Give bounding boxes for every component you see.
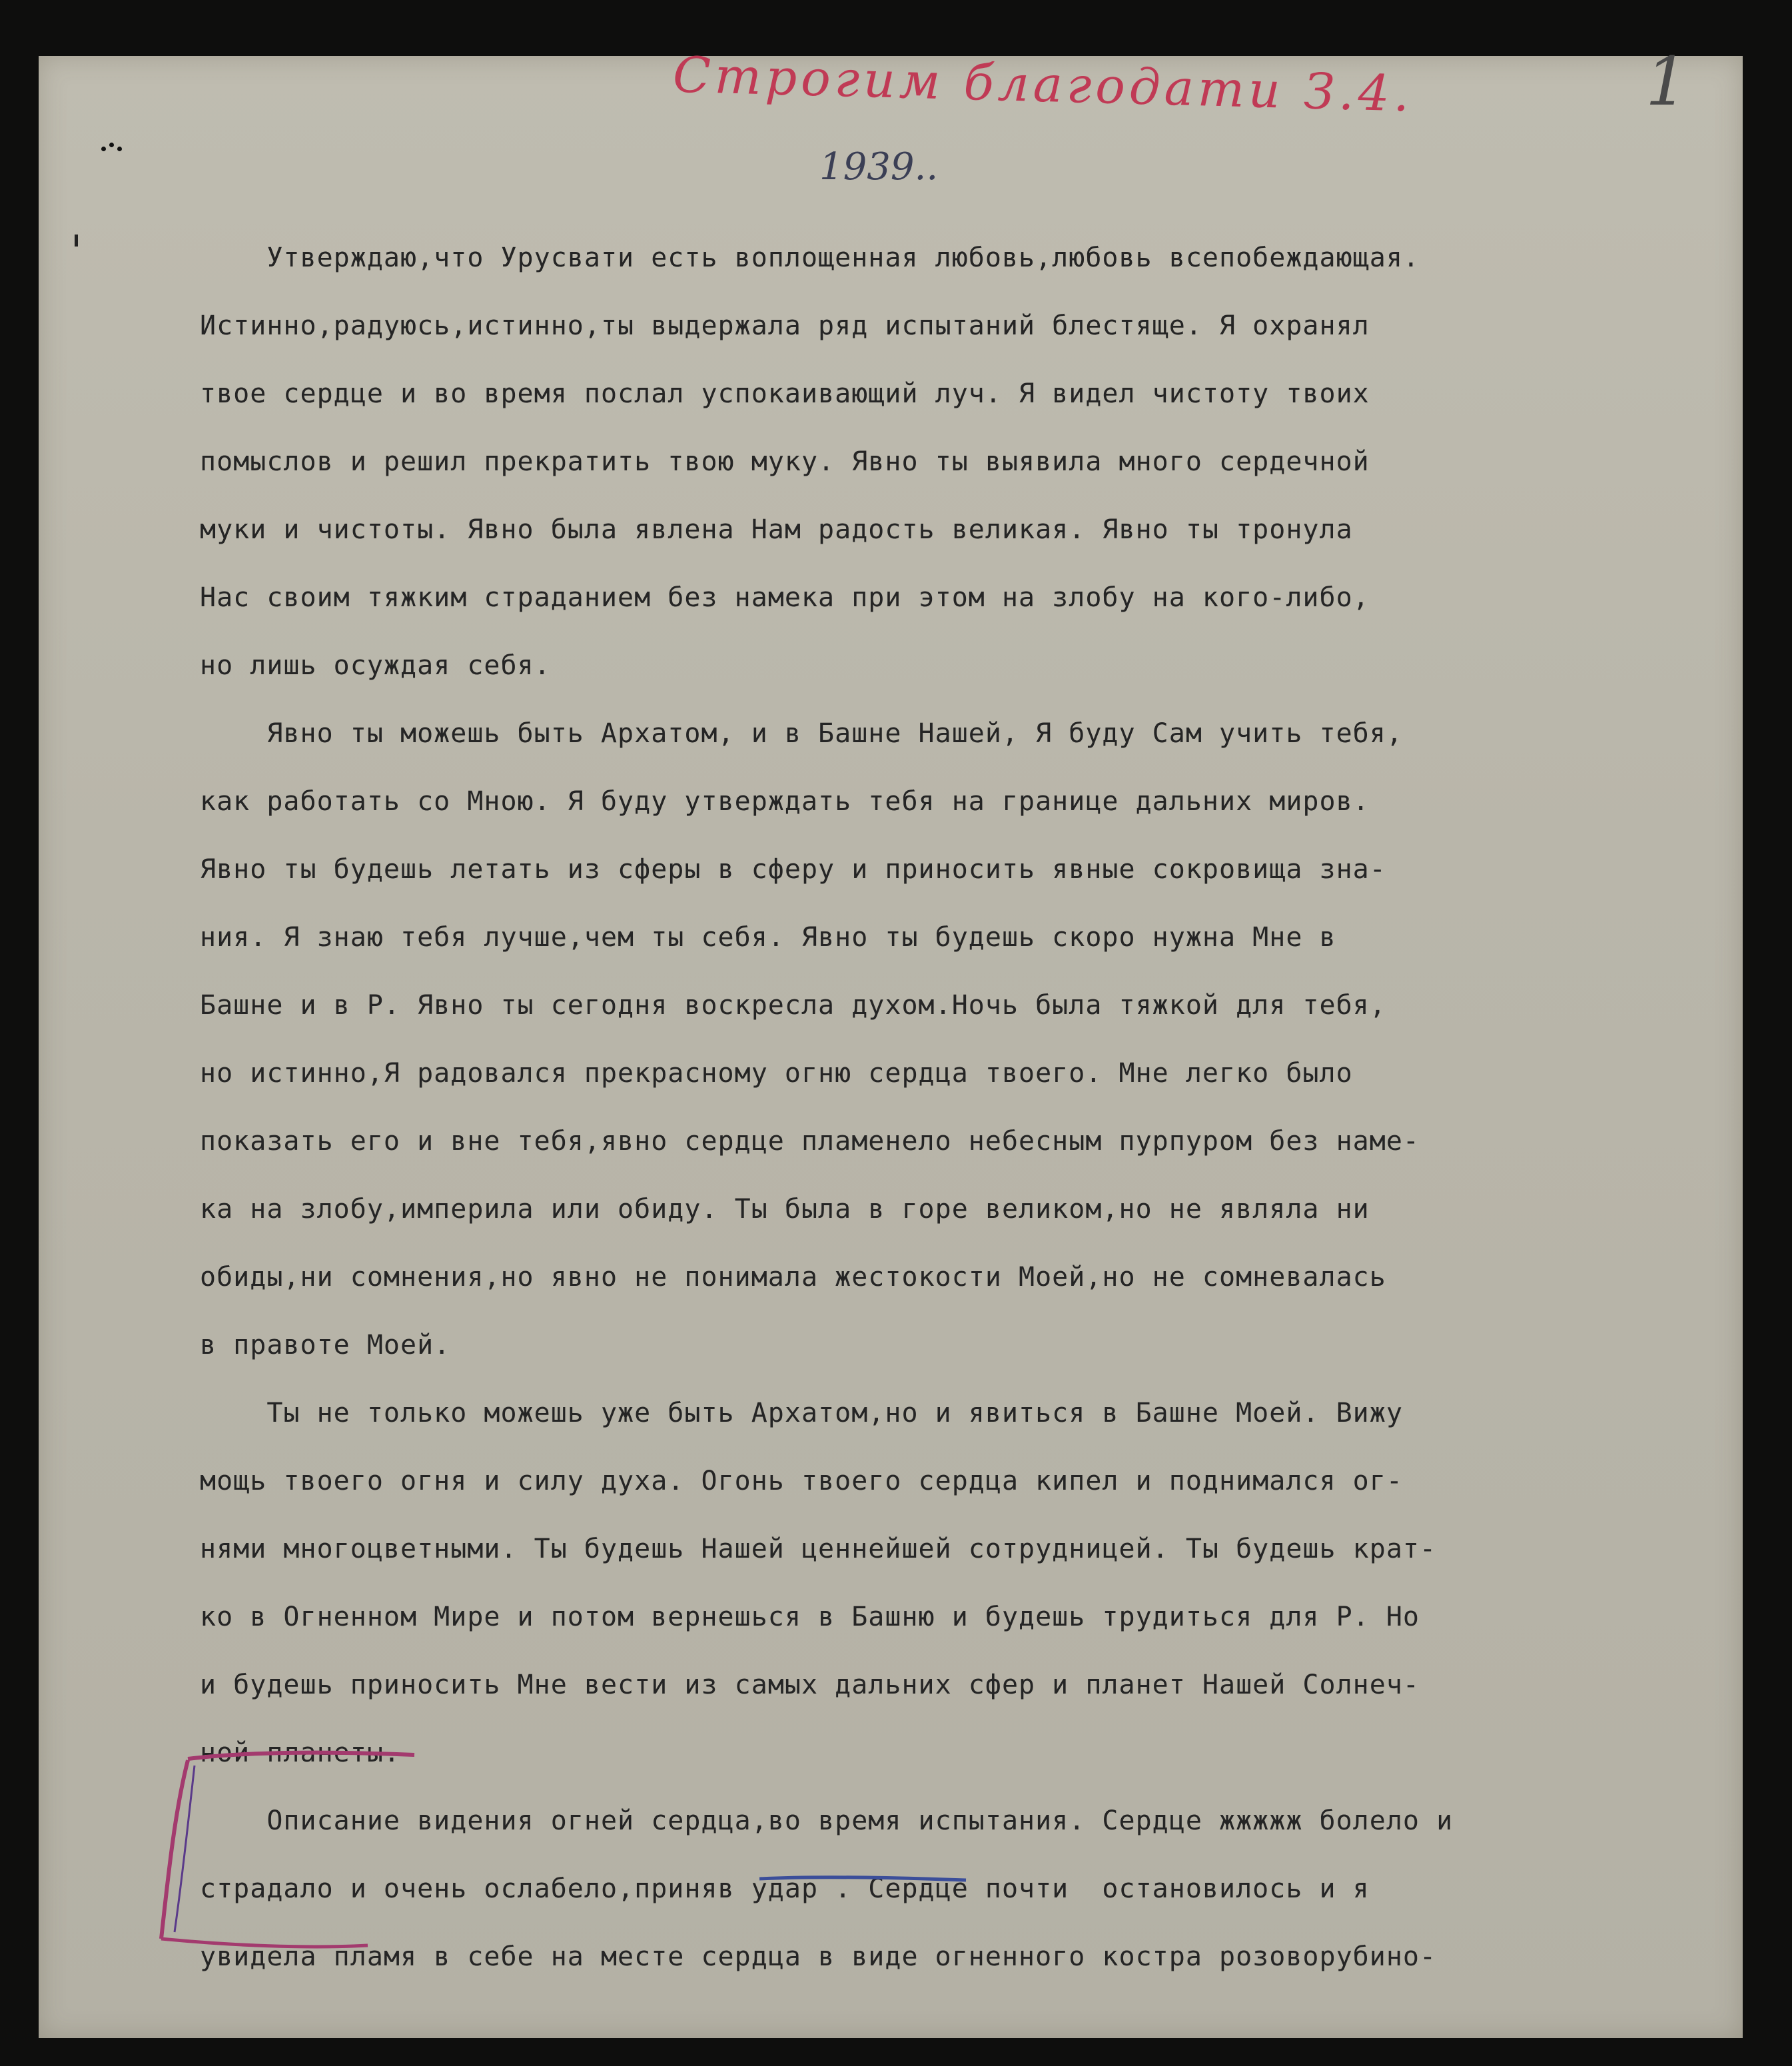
page-number: 1 [1645,43,1688,121]
text-line: как работать со Мною. Я буду утверждать тебя на границе дальних миров. [200,786,1370,817]
text-line: ко в Огненном Мире и потом вернешься в Башню и будешь трудиться для Р. Но [200,1602,1420,1632]
text-line: мощь твоего огня и силу духа. Огонь твоего сердца кипел и поднимался ог- [200,1466,1403,1496]
text-line: показать его и вне тебя,явно сердце пламенело небесным пурпуром без наме- [200,1126,1420,1157]
text-line: твое сердце и во время послал успокаивающий луч. Я видел чистоту твоих [200,378,1370,409]
text-line: нями многоцветными. Ты будешь Нашей ценнейшей сотрудницей. Ты будешь крат- [200,1534,1437,1564]
text-line: страдало и очень ослабело,приняв удар . Сердце почти остановилось и я [200,1873,1370,1904]
text-line: и будешь приносить Мне вести из самых дальних сфер и планет Нашей Солнеч- [200,1670,1420,1700]
text-line: Описание видения огней сердца,во время испытания. Сердце жжжжж болело и [200,1806,1454,1836]
red-pencil-bracket [148,1746,428,1959]
text-line: Явно ты можешь быть Архатом, и в Башне Нашей, Я буду Сам учить тебя, [200,718,1403,749]
blue-underline [759,1869,973,1889]
text-line: ной планеты. [200,1738,400,1768]
text-line: Утверждаю,что Урусвати есть воплощенная любовь,любовь всепобеждающая. [200,243,1420,273]
paragraph-2 [200,700,1659,1379]
text-line: муки и чистоты. Явно была явлена Нам радость великая. Явно ты тронула [200,514,1353,545]
margin-mark [75,235,78,247]
paragraph-1 [200,224,1659,700]
text-line: ка на злобу,империла или обиду. Ты была в горе великом,но не являла ни [200,1194,1370,1225]
punch-dots [101,141,121,161]
text-line: обиды,ни сомнения,но явно не понимала жестокости Моей,но не сомневалась [200,1262,1386,1292]
paragraph-3 [200,1379,1659,1787]
text-line: увидела пламя в себе на месте сердца в виде огненного костра розоворубино- [200,1941,1437,1972]
text-line: Нас своим тяжким страданием без намека при этом на злобу на кого-либо, [200,582,1370,613]
typed-text [200,224,1659,1991]
text-line: в правоте Моей. [200,1330,451,1360]
text-line: Истинно,радуюсь,истинно,ты выдержала ряд испытаний блестяще. Я охранял [200,310,1370,341]
text-line: помыслов и решил прекратить твою муку. Явно ты выявила много сердечной [200,446,1370,477]
handwritten-year: 1939.. [819,145,939,189]
text-line: но истинно,Я радовался прекрасному огню сердца твоего. Мне легко было [200,1058,1353,1089]
text-line: Башне и в Р. Явно ты сегодня воскресла духом.Ночь была тяжкой для тебя, [200,990,1386,1021]
text-line: но лишь осуждая себя. [200,650,551,681]
handwritten-heading: Строгим благодати З.4. [672,46,1414,123]
text-line: Явно ты будешь летать из сферы в сферу и приносить явные сокровища зна- [200,854,1386,885]
text-line: Ты не только можешь уже быть Архатом,но и явиться в Башне Моей. Вижу [200,1398,1403,1428]
text-line: ния. Я знаю тебя лучше,чем ты себя. Явно ты будешь скоро нужна Мне в [200,922,1336,953]
